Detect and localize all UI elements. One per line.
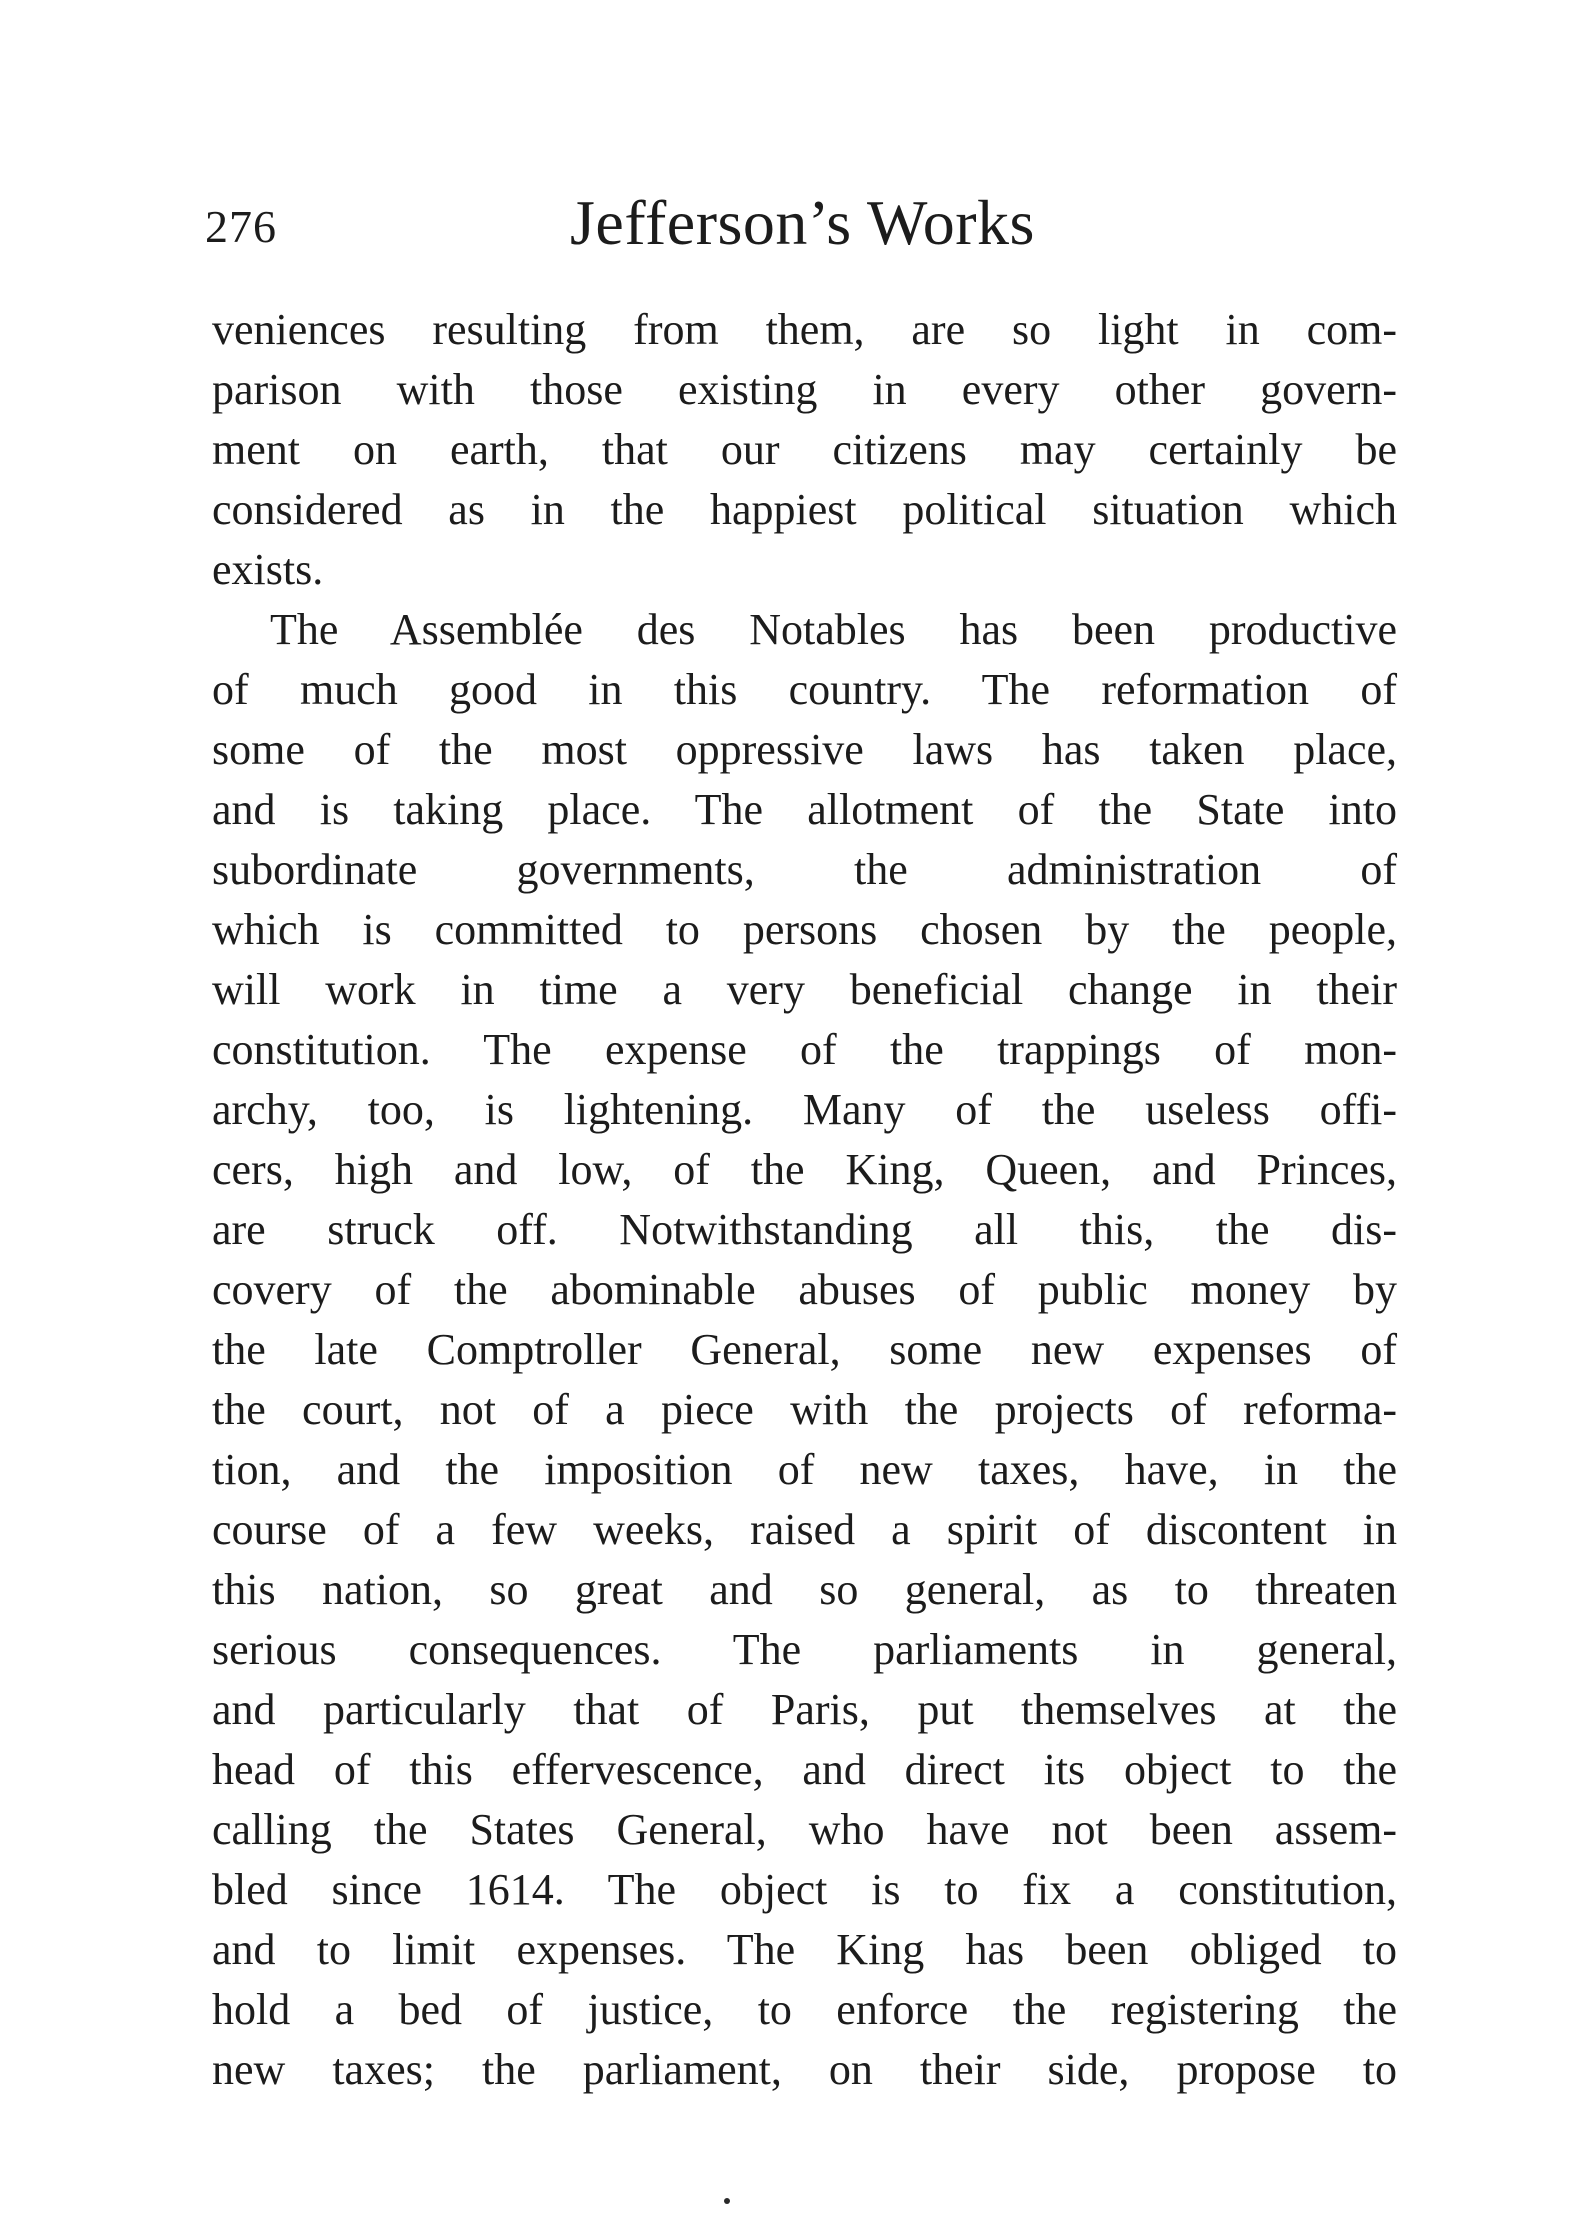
text-line: veniences resulting from them, are so light in com- [212, 305, 1397, 354]
text-line: the court, not of a piece with the projects of reforma- [212, 1385, 1397, 1434]
text-line: covery of the abominable abuses of public money by [212, 1265, 1397, 1314]
text-line: considered as in the happiest political situation which [212, 485, 1397, 534]
text-line: cers, high and low, of the King, Queen, and Princes, [212, 1145, 1397, 1194]
page-number: 276 [205, 201, 277, 252]
running-head [205, 186, 1385, 266]
text-line: course of a few weeks, raised a spirit of discontent in [212, 1505, 1397, 1554]
text-line: new taxes; the parliament, on their side, propose to [212, 2045, 1397, 2094]
ink-speck [724, 2198, 730, 2204]
text-line: the late Comptroller General, some new expenses of [212, 1325, 1397, 1374]
text-line: tion, and the imposition of new taxes, have, in the [212, 1445, 1397, 1494]
text-line: bled since 1614. The object is to fix a constitution, [212, 1865, 1397, 1914]
running-title: Jefferson’s Works [570, 187, 1035, 258]
body-text [212, 300, 1397, 2100]
text-line: ment on earth, that our citizens may certainly be [212, 425, 1397, 474]
text-line: constitution. The expense of the trappings of mon- [212, 1025, 1397, 1074]
text-line: parison with those existing in every other govern- [212, 365, 1397, 414]
text-line: will work in time a very beneficial change in their [212, 965, 1397, 1014]
text-line: The Assemblée des Notables has been productive [270, 605, 1397, 654]
text-line: and is taking place. The allotment of the State into [212, 785, 1397, 834]
text-line: which is committed to persons chosen by the people, [212, 905, 1397, 954]
text-line: subordinate governments, the administration of [212, 845, 1397, 894]
text-line: exists. [212, 545, 324, 594]
text-line: and particularly that of Paris, put themselves at the [212, 1685, 1397, 1734]
text-line: this nation, so great and so general, as to threaten [212, 1565, 1397, 1614]
text-line: hold a bed of justice, to enforce the registering the [212, 1985, 1397, 2034]
text-line: of much good in this country. The reformation of [212, 665, 1397, 714]
text-line: serious consequences. The parliaments in general, [212, 1625, 1397, 1674]
text-line: some of the most oppressive laws has taken place, [212, 725, 1397, 774]
text-line: calling the States General, who have not been assem- [212, 1805, 1397, 1854]
text-line: archy, too, is lightening. Many of the useless offi- [212, 1085, 1397, 1134]
text-line: and to limit expenses. The King has been obliged to [212, 1925, 1397, 1974]
text-line: are struck off. Notwithstanding all this, the dis- [212, 1205, 1397, 1254]
text-line: head of this effervescence, and direct its object to the [212, 1745, 1397, 1794]
